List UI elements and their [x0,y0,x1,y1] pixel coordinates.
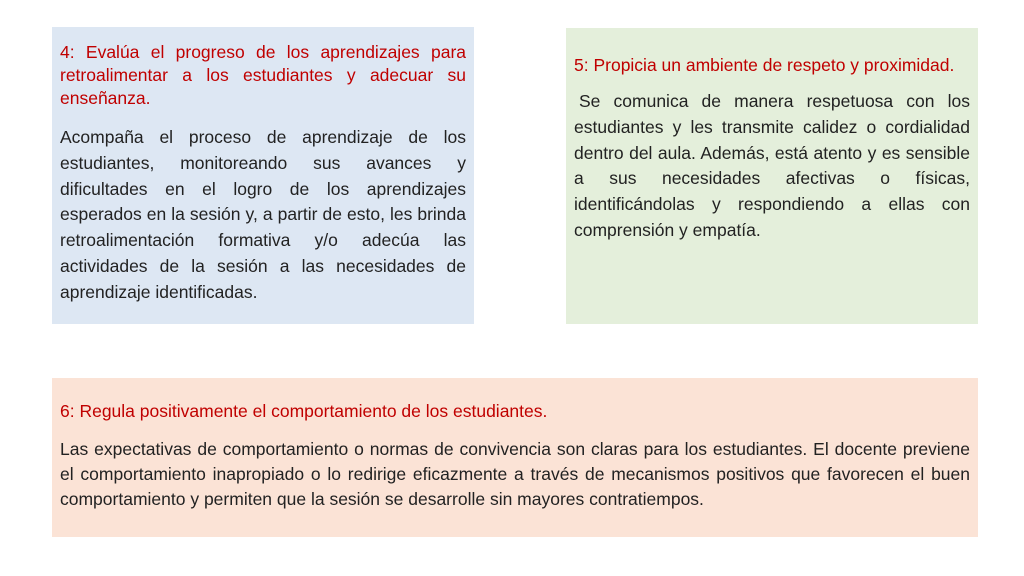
criterion-6-heading: 6: Regula positivamente el comportamiento de los estudiantes. [60,401,548,421]
criterion-4-body: Acompaña el proceso de aprendizaje de los estudiantes, monitoreando sus avances y dificultades en el logro de los aprendizajes esperados en la sesión y, a partir de esto, les brinda retroalimentación formativa y/o adecúa las actividades de la sesión a las necesidades de aprendizaje identificadas. [60,127,466,302]
criterion-4-heading: 4: Evalúa el progreso de los aprendizajes para retroalimentar a los estudiantes y adecuar su enseñanza. [60,42,466,108]
criterion-5-heading: 5: Propicia un ambiente de respeto y proximidad. [574,55,955,75]
criterion-5-card [566,28,978,324]
criterion-5-body: Se comunica de manera respetuosa con los estudiantes y les transmite calidez o cordialidad dentro del aula. Además, está atento y es sensible a sus necesidades afectivas o físicas, identificándolas y respondiendo a ellas con comprensión y empatía. [574,91,970,240]
criterion-6-card [52,378,978,537]
criterion-4-card [52,27,474,324]
criterion-6-body: Las expectativas de comportamiento o normas de convivencia son claras para los estudiantes. El docente previene el comportamiento inapropiado o lo redirige eficazmente a través de mecanismos positivos que favorecen el buen comportamiento y permiten que la sesión se desarrolle sin mayores contratiempos. [60,439,970,509]
